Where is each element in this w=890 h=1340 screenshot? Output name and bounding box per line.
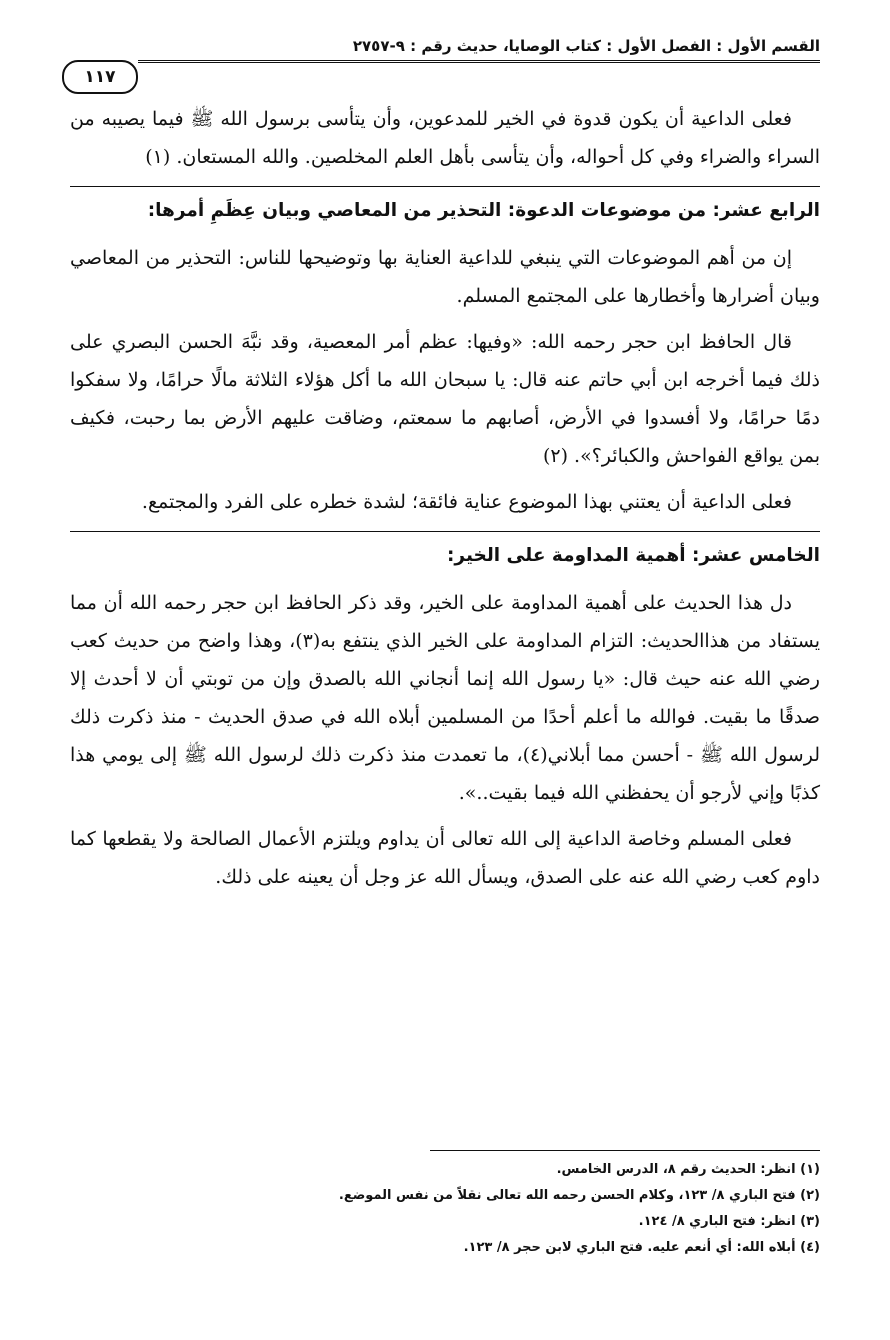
paragraph-5: دل هذا الحديث على أهمية المداومة على الخير، وقد ذكر الحافظ ابن حجر رحمه الله أن مما يستفاد من هذاالحديث: التزام المداومة على الخير الذي ينتفع به(٣)، وهذا واضح من حديث كعب رضي الله عنه حيث قال: «يا رسول الله إنما أنجاني الله بالصدق وإن من توبتي أن لا أحدث إلا صدقًا ما بقيت. فوالله ما أعلم أحدًا من المسلمين أبلاه الله في صدق الحديث - منذ ذكرت ذلك لرسول الله ﷺ - أحسن مما أبلاني(٤)، ما تعمدت منذ ذكرت ذلك لرسول الله ﷺ إلى يومي هذا كذبًا وإني لأرجو أن يحفظني الله فيما بقيت..». (70, 592, 820, 804)
section-heading-15: الخامس عشر: أهمية المداومة على الخير: (447, 545, 820, 566)
footnote-rule (430, 1150, 820, 1151)
footnote-4: (٤) أبلاه الله: أي أنعم عليه. فتح الباري لابن حجر ٨/ ١٢٣. (463, 1240, 820, 1255)
paragraph-3: قال الحافظ ابن حجر رحمه الله: «وفيها: عظم أمر المعصية، وقد نبَّهَ الحسن البصري على ذلك فيما أخرجه ابن أبي حاتم عنه قال: يا سبحان الله ما أكل هؤلاء الثلاثة مالًا حرامًا، ولا سفكوا دمًا حرامًا، ولا أفسدوا في الأرض، أصابهم ما سمعتم، وضاقت عليهم الأرض بما رحبت، فكيف بمن يواقع الفواحش والكبائر؟». (٢) (70, 331, 820, 467)
paragraph-6: فعلى المسلم وخاصة الداعية إلى الله تعالى أن يداوم ويلتزم الأعمال الصالحة ولا يقطعها كما داوم كعب رضي الله عنه على الصدق، ويسأل الله عز وجل أن يعينه على ذلك. (70, 828, 820, 888)
footnotes (70, 1150, 820, 1261)
section-heading-14: الرابع عشر: من موضوعات الدعوة: التحذير من المعاصي وبيان عِظَمِ أمرها: (147, 200, 820, 221)
header-rule (138, 60, 820, 63)
page-body (70, 100, 820, 904)
footnote-1: (١) انظر: الحديث رقم ٨، الدرس الخامس. (556, 1162, 820, 1177)
paragraph-2: إن من أهم الموضوعات التي ينبغي للداعية العناية بها وتوضيحها للناس: التحذير من المعاصي وبيان أضرارها وأخطارها على المجتمع المسلم. (70, 247, 820, 307)
running-head: القسم الأول : الفصل الأول : كتاب الوصايا، حديث رقم : ٩-٢٧٥٧ (352, 37, 820, 55)
paragraph-4: فعلى الداعية أن يعتني بهذا الموضوع عناية فائقة؛ لشدة خطره على الفرد والمجتمع. (141, 491, 792, 513)
section-separator-1 (70, 186, 820, 187)
footnote-3: (٣) انظر: فتح الباري ٨/ ١٢٤. (638, 1214, 820, 1229)
footnote-2: (٢) فتح الباري ٨/ ١٢٣، وكلام الحسن رحمه الله تعالى نقلاً من نفس الموضع. (338, 1188, 820, 1203)
paragraph-1: فعلى الداعية أن يكون قدوة في الخير للمدعوين، وأن يتأسى برسول الله ﷺ فيما يصيبه من السراء والضراء وفي كل أحواله، وأن يتأسى بأهل العلم المخلصين. والله المستعان. (١) (70, 108, 820, 168)
section-separator-2 (70, 531, 820, 532)
page-number: ١١٧ (62, 60, 138, 94)
